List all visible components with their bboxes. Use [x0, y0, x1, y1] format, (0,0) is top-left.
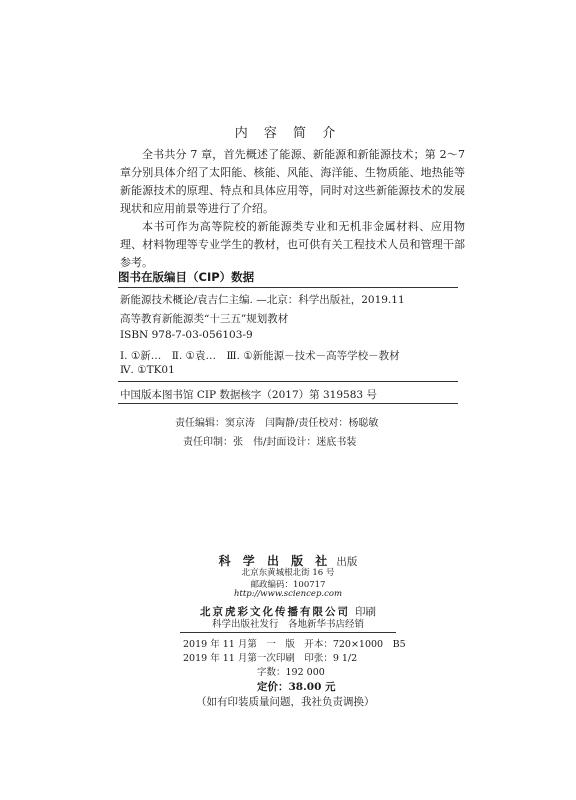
publisher-url: http://www.sciencep.com — [233, 589, 343, 599]
cip-heading: 图书在版编目（CIP）数据 — [118, 270, 255, 284]
cip-line-2: 高等教育新能源类“十三五”规划教材 — [120, 313, 289, 325]
cip-top-rule — [118, 287, 458, 288]
edition-row-1: 2019 年 11 月第 一 版 开本：720×1000 B5 — [183, 639, 406, 650]
intro-paragraph-2 — [120, 218, 465, 272]
word-count: 字数：192 000 — [257, 667, 325, 678]
intro-paragraph-1 — [120, 146, 465, 218]
publisher-name: 科 学 出 版 社 — [218, 554, 332, 568]
intro-text-2: 本书可作为高等院校的新能源类专业和无机非金属材料、应用物理、材料物理等专业学生的教材，也可供有关工程技术人员和管理干部参考。 — [120, 220, 465, 269]
page-title: 内 容 简 介 — [234, 126, 342, 141]
cip-bottom-rule — [118, 403, 458, 404]
printer-action: 印刷 — [355, 606, 377, 618]
printer-name: 北京虎彩文化传播有限公司 — [199, 606, 350, 618]
cip-class-line-1: Ⅰ. ①新… Ⅱ. ①袁… Ⅲ. ①新能源－技术－高等学校－教材 — [120, 350, 400, 362]
distribution-line: 科学出版社发行 各地新华书店经销 — [211, 619, 364, 630]
publisher-action: 出版 — [336, 556, 358, 568]
publisher-postcode: 邮政编码：100717 — [250, 580, 326, 590]
cip-mid-rule — [118, 381, 458, 382]
edition-rule — [180, 632, 396, 633]
quality-notice: （如有印装质量问题，我社负责调换） — [196, 696, 375, 708]
credits-line-1: 责任编辑：窦京涛 闫陶静/责任校对：杨聪敏 — [175, 418, 379, 429]
intro-text-1: 全书共分 7 章，首先概述了能源、新能源和新能源技术；第 2～7 章分别具体介绍了太阳能、核能、风能、海洋能、生物质能、地热能等新能源技术的原理、特点和具体应用等，同时对这些新能源技术的发展现状和应用前景等进行了介绍。 — [120, 148, 465, 215]
cip-isbn: ISBN 978-7-03-056103-9 — [120, 329, 253, 341]
cip-check-number: 中国版本图书馆 CIP 数据核字（2017）第 319583 号 — [120, 389, 377, 401]
price: 定价：38.00 元 — [257, 681, 336, 693]
cip-class-line-2: Ⅳ. ①TK01 — [120, 364, 175, 376]
publisher-address: 北京东黄城根北街 16 号 — [241, 568, 335, 578]
edition-row-2: 2019 年 11 月第一次印刷 印张：9 1/2 — [183, 653, 358, 664]
cip-line-1: 新能源技术概论/袁吉仁主编. —北京：科学出版社，2019.11 — [120, 294, 405, 306]
credits-line-2: 责任印制：张 伟/封面设计：迷底书装 — [183, 437, 357, 448]
